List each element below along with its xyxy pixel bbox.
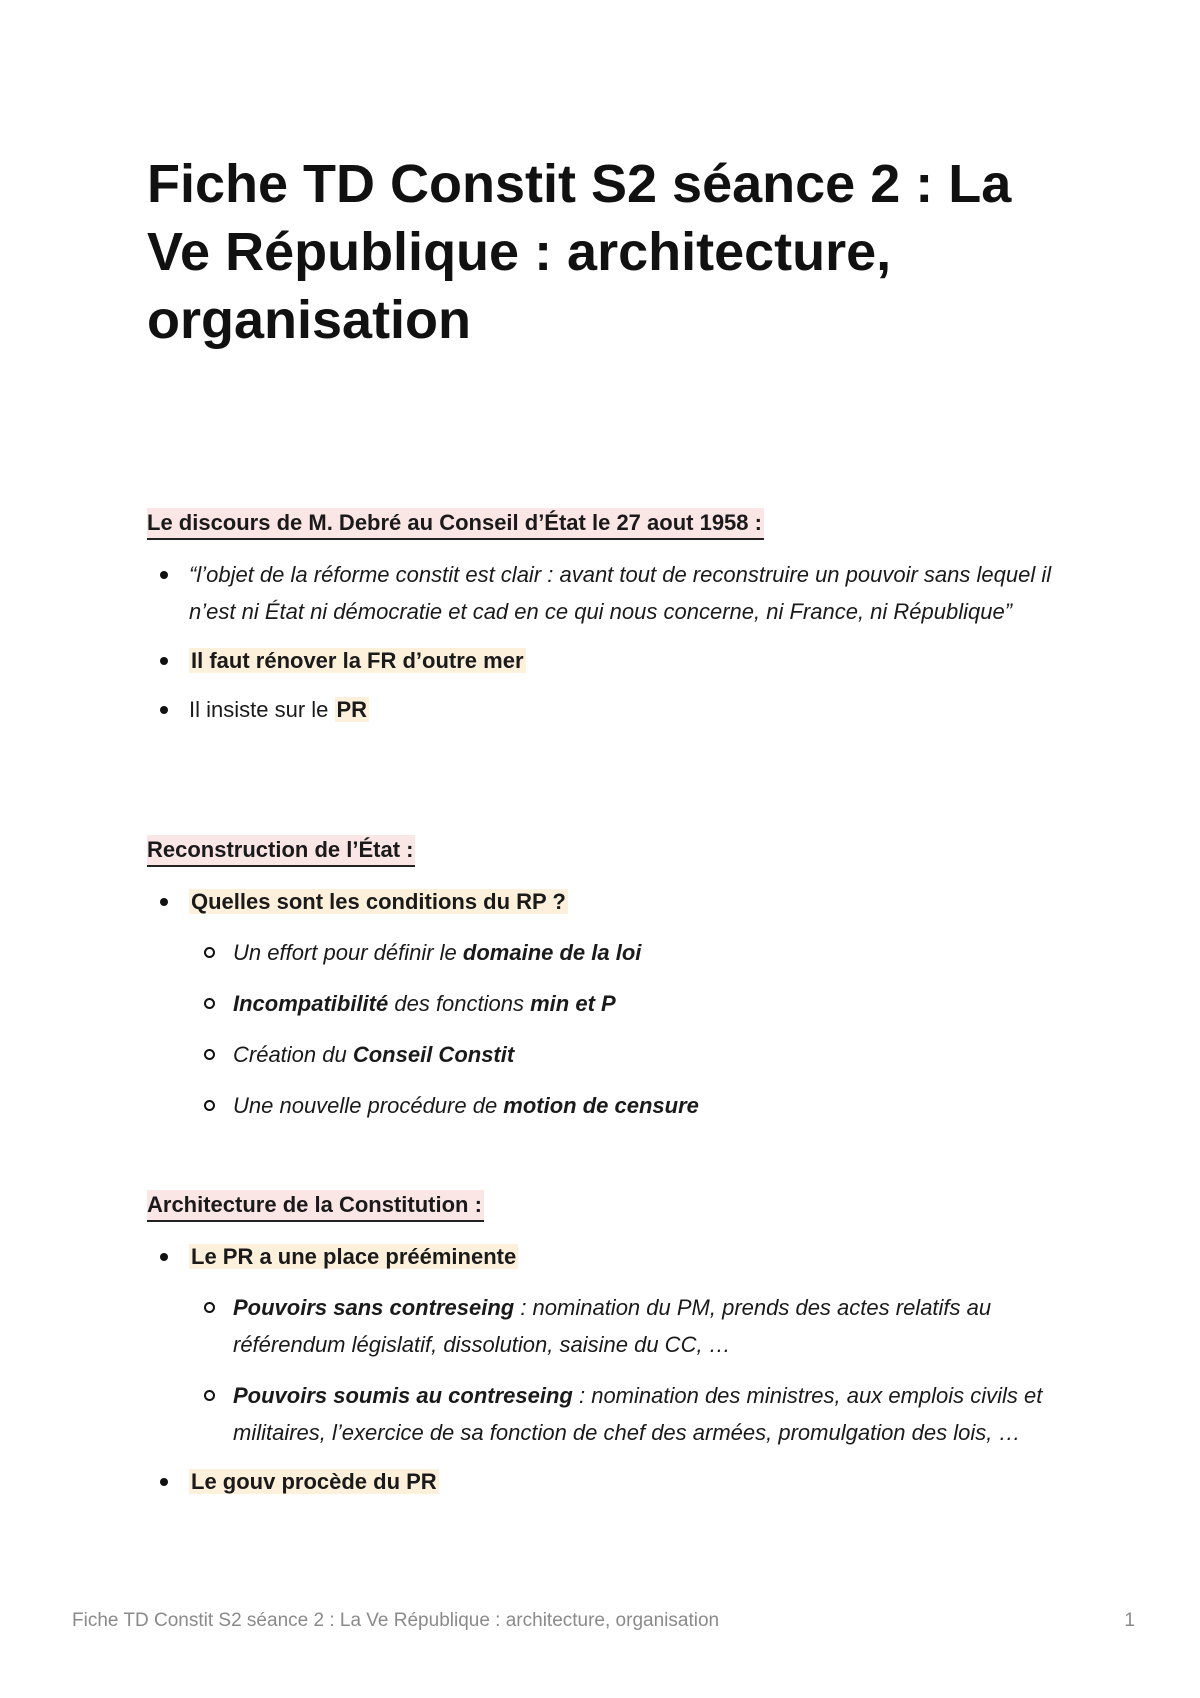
section-heading: Reconstruction de l’État : [147,835,415,867]
page-number: 1 [1124,1610,1135,1631]
footer-title: Fiche TD Constit S2 séance 2 : La Ve République : architecture, organisation [72,1610,720,1631]
list-text: Il insiste sur le [189,697,335,722]
sub-bold: Pouvoirs soumis au contreseing [233,1383,573,1408]
list-item [147,556,1067,630]
sub-text: : nomination du PM, prends des actes relatifs au référendum législatif, dissolution, saisine du CC, … [233,1295,992,1357]
sub-bold: Conseil Constit [352,1042,515,1067]
highlight-text: Quelles sont les conditions du RP ? [191,889,566,914]
bullet-list [147,556,1067,728]
sub-list-item [147,1036,1067,1073]
list-item [147,883,1067,920]
sub-list-item [147,1087,1067,1124]
sub-bold: Pouvoirs sans contreseing [233,1295,515,1320]
highlight-text: Le gouv procède du PR [191,1469,437,1494]
list-item [147,1463,1067,1500]
sub-text: Une nouvelle procédure de [233,1093,504,1118]
sub-text: Un effort pour définir le [233,940,463,965]
highlight-text: Il faut rénover la FR d’outre mer [191,648,524,673]
sub-list-item [147,1377,1067,1451]
sub-text: : nomination des ministres, aux emplois civils et militaires, l’exercice de sa fonction de chef des armées, promulgation des lois, … [233,1383,1043,1445]
sub-bold: min et P [530,991,616,1016]
page-footer [72,1610,1135,1632]
sub-bold: motion de censure [503,1093,699,1118]
sub-text: des fonctions [388,991,531,1016]
list-item [147,642,1067,679]
bullet-list [147,1238,1067,1500]
section-heading: Architecture de la Constitution : [147,1190,484,1222]
sub-bold: Incompatibilité [233,991,389,1016]
section-heading: Le discours de M. Debré au Conseil d’État le 27 aout 1958 : [147,508,764,540]
list-item [147,691,1067,728]
highlight-text: Le PR a une place prééminente [191,1244,517,1269]
bullet-list [147,883,1067,1124]
sub-list-item [147,1289,1067,1363]
sub-bold: domaine de la loi [462,940,642,965]
section-architecture [147,1190,1067,1500]
sub-list-item [147,985,1067,1022]
quote-text: “l’objet de la réforme constit est clair : avant tout de reconstruire un pouvoir sans lequel il n’est ni État ni démocratie et cad en ce qui nous concerne, ni France, ni République” [189,562,1052,624]
sub-text: Création du [233,1042,353,1067]
list-item [147,1238,1067,1275]
highlight-text: PR [336,697,368,722]
section-debre [147,508,1067,728]
page-title: Fiche TD Constit S2 séance 2 : La Ve République : architecture, organisation [147,154,1012,350]
section-reconstruction [147,835,1067,1124]
document-page [147,150,1067,354]
sub-list-item [147,934,1067,971]
